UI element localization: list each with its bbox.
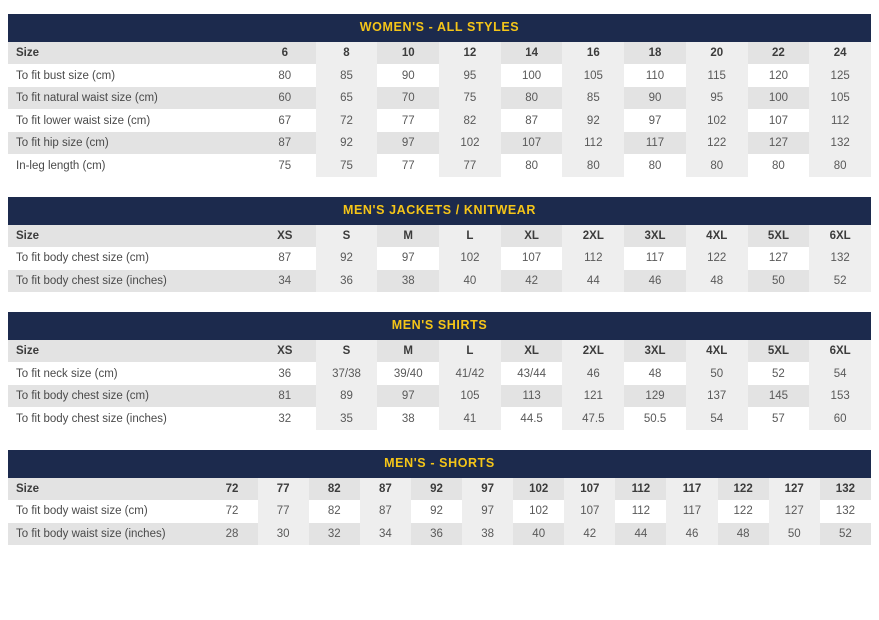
table-cell: 122 (718, 478, 769, 501)
table-cell: 34 (360, 523, 411, 546)
table-cell: 112 (562, 132, 624, 155)
size-table-title: MEN'S JACKETS / KNITWEAR (8, 197, 871, 225)
table-cell: 107 (564, 478, 615, 501)
row-label: To fit body waist size (cm) (8, 500, 206, 523)
table-cell: 87 (360, 478, 411, 501)
table-row (8, 247, 871, 270)
table-cell: 36 (254, 362, 316, 385)
table-cell: 42 (501, 270, 563, 293)
table-cell: 28 (206, 523, 257, 546)
table-cell: 46 (562, 362, 624, 385)
table-row (8, 523, 871, 546)
table-cell: XS (254, 225, 316, 248)
table-cell: 80 (748, 154, 810, 177)
table-cell: 89 (316, 385, 378, 408)
table-cell: 72 (316, 109, 378, 132)
table-cell: 112 (562, 247, 624, 270)
table-cell: 50 (686, 362, 748, 385)
table-row (8, 500, 871, 523)
table-cell: 75 (254, 154, 316, 177)
table-cell: 80 (254, 64, 316, 87)
table-cell: 54 (686, 407, 748, 430)
size-tables-container (8, 14, 871, 545)
table-cell: 82 (439, 109, 501, 132)
table-cell: 50 (748, 270, 810, 293)
table-cell: 2XL (562, 340, 624, 363)
table-cell: 115 (686, 64, 748, 87)
table-cell: 77 (377, 109, 439, 132)
table-cell: 102 (513, 500, 564, 523)
table-cell: 97 (624, 109, 686, 132)
table-cell: 132 (820, 500, 871, 523)
table-row (8, 132, 871, 155)
table-cell: 105 (439, 385, 501, 408)
table-cell: 117 (666, 478, 717, 501)
table-cell: 6XL (809, 225, 871, 248)
table-cell: 107 (748, 109, 810, 132)
row-label: Size (8, 225, 254, 248)
table-cell: 52 (809, 270, 871, 293)
size-table-title: MEN'S SHIRTS (8, 312, 871, 340)
table-cell: 117 (624, 132, 686, 155)
table-cell: 8 (316, 42, 378, 65)
table-cell: 92 (316, 132, 378, 155)
table-cell: 77 (377, 154, 439, 177)
table-row (8, 407, 871, 430)
table-cell: 52 (820, 523, 871, 546)
row-label: Size (8, 340, 254, 363)
table-cell: 97 (377, 247, 439, 270)
table-cell: 97 (377, 385, 439, 408)
table-cell: 122 (718, 500, 769, 523)
table-cell: 5XL (748, 225, 810, 248)
table-cell: 32 (309, 523, 360, 546)
table-cell: 6 (254, 42, 316, 65)
table-cell: 127 (769, 478, 820, 501)
table-cell: 113 (501, 385, 563, 408)
table-cell: 102 (513, 478, 564, 501)
table-cell: 14 (501, 42, 563, 65)
table-cell: 32 (254, 407, 316, 430)
table-cell: 48 (718, 523, 769, 546)
table-cell: 75 (439, 87, 501, 110)
table-cell: 102 (686, 109, 748, 132)
size-table-mens-jackets-knitwear (8, 197, 871, 292)
size-table-mens-shorts (8, 450, 871, 545)
table-row (8, 64, 871, 87)
table-cell: 105 (809, 87, 871, 110)
table-row (8, 87, 871, 110)
table-cell: 132 (809, 247, 871, 270)
table-cell: 20 (686, 42, 748, 65)
table-cell: 50.5 (624, 407, 686, 430)
table-cell: 41/42 (439, 362, 501, 385)
table-cell: 57 (748, 407, 810, 430)
size-table (8, 42, 871, 177)
table-cell: 87 (360, 500, 411, 523)
table-cell: 60 (254, 87, 316, 110)
table-cell: 52 (748, 362, 810, 385)
table-cell: 44 (615, 523, 666, 546)
table-cell: 12 (439, 42, 501, 65)
table-cell: 3XL (624, 225, 686, 248)
table-cell: 72 (206, 478, 257, 501)
table-cell: 107 (501, 247, 563, 270)
table-cell: 105 (562, 64, 624, 87)
table-cell: 129 (624, 385, 686, 408)
table-row (8, 154, 871, 177)
table-cell: 85 (562, 87, 624, 110)
table-cell: 82 (309, 500, 360, 523)
table-cell: 100 (748, 87, 810, 110)
table-cell: 92 (411, 478, 462, 501)
size-table-title: MEN'S - SHORTS (8, 450, 871, 478)
table-cell: 90 (377, 64, 439, 87)
row-label: To fit body chest size (inches) (8, 270, 254, 293)
table-row (8, 385, 871, 408)
size-table-womens-all-styles (8, 14, 871, 177)
table-cell: 132 (809, 132, 871, 155)
row-label: To fit neck size (cm) (8, 362, 254, 385)
table-cell: 80 (501, 154, 563, 177)
table-cell: 92 (316, 247, 378, 270)
table-cell: 90 (624, 87, 686, 110)
table-cell: 82 (309, 478, 360, 501)
size-table-mens-shirts (8, 312, 871, 430)
table-header-row (8, 225, 871, 248)
table-cell: 40 (439, 270, 501, 293)
row-label: To fit natural waist size (cm) (8, 87, 254, 110)
table-cell: 48 (624, 362, 686, 385)
table-cell: 87 (501, 109, 563, 132)
table-cell: 5XL (748, 340, 810, 363)
table-cell: 3XL (624, 340, 686, 363)
table-cell: 120 (748, 64, 810, 87)
table-row (8, 270, 871, 293)
row-label: To fit body waist size (inches) (8, 523, 206, 546)
table-cell: 24 (809, 42, 871, 65)
table-cell: 127 (748, 247, 810, 270)
table-cell: 110 (624, 64, 686, 87)
row-label: To fit body chest size (inches) (8, 407, 254, 430)
table-cell: XS (254, 340, 316, 363)
row-label: To fit lower waist size (cm) (8, 109, 254, 132)
size-table (8, 225, 871, 293)
table-cell: 92 (562, 109, 624, 132)
table-cell: 46 (666, 523, 717, 546)
table-cell: 72 (206, 500, 257, 523)
table-cell: 44.5 (501, 407, 563, 430)
table-cell: XL (501, 340, 563, 363)
table-cell: 16 (562, 42, 624, 65)
table-cell: 80 (686, 154, 748, 177)
row-label: To fit body chest size (cm) (8, 247, 254, 270)
table-cell: 107 (564, 500, 615, 523)
table-cell: 80 (501, 87, 563, 110)
table-cell: S (316, 340, 378, 363)
table-cell: 132 (820, 478, 871, 501)
table-cell: 2XL (562, 225, 624, 248)
table-cell: 102 (439, 247, 501, 270)
table-cell: L (439, 225, 501, 248)
table-cell: 121 (562, 385, 624, 408)
table-cell: 18 (624, 42, 686, 65)
table-header-row (8, 42, 871, 65)
table-cell: 67 (254, 109, 316, 132)
table-cell: 50 (769, 523, 820, 546)
table-cell: 77 (258, 478, 309, 501)
table-cell: 95 (439, 64, 501, 87)
table-cell: 112 (615, 478, 666, 501)
table-cell: 60 (809, 407, 871, 430)
size-table (8, 340, 871, 430)
table-cell: 127 (748, 132, 810, 155)
table-cell: 97 (462, 478, 513, 501)
table-cell: 85 (316, 64, 378, 87)
table-cell: 122 (686, 247, 748, 270)
table-cell: 77 (258, 500, 309, 523)
table-cell: S (316, 225, 378, 248)
table-cell: 48 (686, 270, 748, 293)
table-cell: 40 (513, 523, 564, 546)
table-cell: 34 (254, 270, 316, 293)
table-cell: 117 (666, 500, 717, 523)
table-cell: 125 (809, 64, 871, 87)
table-cell: 38 (377, 407, 439, 430)
table-cell: 112 (615, 500, 666, 523)
table-cell: 97 (377, 132, 439, 155)
table-cell: 117 (624, 247, 686, 270)
table-cell: 38 (462, 523, 513, 546)
table-cell: 54 (809, 362, 871, 385)
table-cell: 70 (377, 87, 439, 110)
table-cell: 65 (316, 87, 378, 110)
table-cell: 41 (439, 407, 501, 430)
table-cell: 87 (254, 132, 316, 155)
table-cell: 10 (377, 42, 439, 65)
table-cell: 102 (439, 132, 501, 155)
table-cell: 44 (562, 270, 624, 293)
table-cell: 80 (562, 154, 624, 177)
row-label: To fit bust size (cm) (8, 64, 254, 87)
table-cell: 80 (624, 154, 686, 177)
table-cell: 42 (564, 523, 615, 546)
table-cell: 39/40 (377, 362, 439, 385)
size-table (8, 478, 871, 546)
table-cell: 77 (439, 154, 501, 177)
table-row (8, 109, 871, 132)
table-cell: L (439, 340, 501, 363)
row-label: Size (8, 42, 254, 65)
table-cell: 92 (411, 500, 462, 523)
row-label: To fit body chest size (cm) (8, 385, 254, 408)
table-cell: 36 (411, 523, 462, 546)
table-cell: 112 (809, 109, 871, 132)
table-cell: 75 (316, 154, 378, 177)
table-cell: 137 (686, 385, 748, 408)
table-cell: 43/44 (501, 362, 563, 385)
table-cell: 36 (316, 270, 378, 293)
table-cell: 97 (462, 500, 513, 523)
table-cell: M (377, 225, 439, 248)
table-cell: 127 (769, 500, 820, 523)
table-cell: 122 (686, 132, 748, 155)
table-cell: 4XL (686, 340, 748, 363)
table-row (8, 362, 871, 385)
table-cell: 145 (748, 385, 810, 408)
table-cell: M (377, 340, 439, 363)
table-cell: 4XL (686, 225, 748, 248)
table-cell: 46 (624, 270, 686, 293)
table-cell: 35 (316, 407, 378, 430)
table-cell: XL (501, 225, 563, 248)
table-cell: 100 (501, 64, 563, 87)
table-cell: 95 (686, 87, 748, 110)
table-cell: 81 (254, 385, 316, 408)
size-table-title: WOMEN'S - ALL STYLES (8, 14, 871, 42)
row-label: Size (8, 478, 206, 501)
table-header-row (8, 340, 871, 363)
table-cell: 22 (748, 42, 810, 65)
table-cell: 38 (377, 270, 439, 293)
row-label: In-leg length (cm) (8, 154, 254, 177)
row-label: To fit hip size (cm) (8, 132, 254, 155)
table-cell: 47.5 (562, 407, 624, 430)
table-header-row (8, 478, 871, 501)
table-cell: 6XL (809, 340, 871, 363)
table-cell: 37/38 (316, 362, 378, 385)
table-cell: 153 (809, 385, 871, 408)
table-cell: 80 (809, 154, 871, 177)
table-cell: 30 (258, 523, 309, 546)
table-cell: 87 (254, 247, 316, 270)
table-cell: 107 (501, 132, 563, 155)
